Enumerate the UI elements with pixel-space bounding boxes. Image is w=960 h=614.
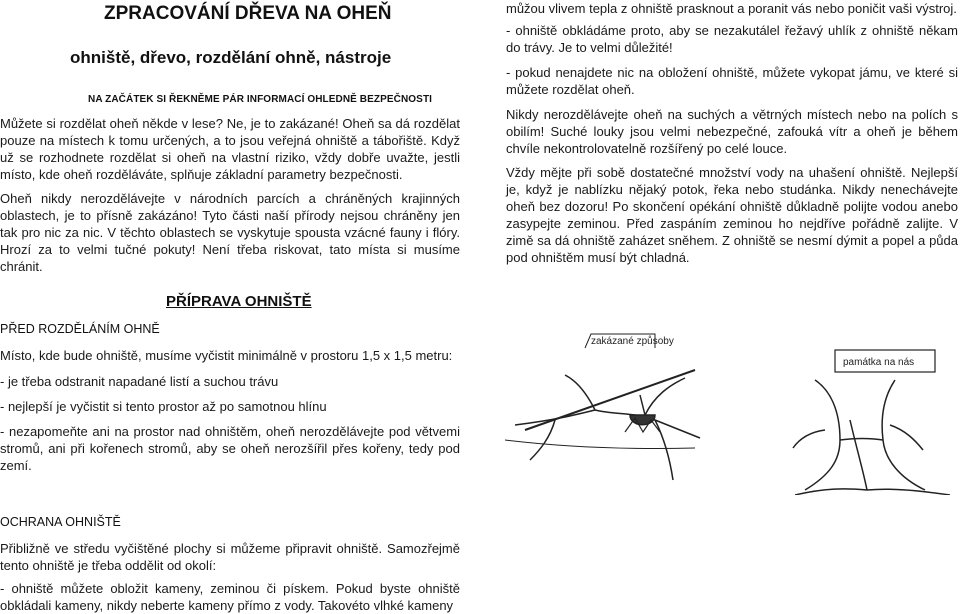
right-paragraph-2: - ohniště obkládáme proto, aby se nezakutálel řežavý uhlík z ohniště někam do trávy. Je to velmi důležité!	[506, 23, 958, 55]
right-paragraph-5: Vždy mějte při sobě dostatečné množství vody na uhašení ohniště. Nejlepší je, když je nablízku nějaký potok, řeka nebo studánka. Nikdy nenechávejte oheň bez dozoru! Po skončení opékání ohniště důkladně polijte vodou anebo zasypejte zeminou. Před zaspáním zeminou ho nejdříve pořádně zalijte. V zimě sa dá ohniště zaházet sněhem. Z ohniště se nesmí dýmit a popel a půda pod ohništěm musí být chladná.	[506, 165, 958, 265]
right-paragraph-4: Nikdy nerozdělávejte oheň na suchých a větrných místech nebo na polích s obilím! Suché louky jsou velmi nebezpečné, zafouká vítr a oheň je během chvíle nekontrolovatelně rozšířený po celé louce.	[506, 107, 958, 156]
illustration-label-left: zakázané způsoby	[591, 336, 674, 347]
protect-heading: OCHRANA OHNIŠTĚ	[0, 515, 121, 529]
before-paragraph-1: Místo, kde bude ohniště, musíme vyčistit minimálně v prostoru 1,5 x 1,5 metru:	[0, 348, 453, 363]
before-paragraph-3: - nejlepší je vyčistit si tento prostor až po samotnou hlínu	[0, 399, 327, 414]
left-paragraph-2: Oheň nikdy nerozdělávejte v národních parcích a chráněných krajinných oblastech, je to přísně zakázáno! Tyto části naší přírody nejsou chráněny jen tak pro nic za nic. V těchto oblastech se vyskytuje spousta vzácné fauny i flóry. Hrozí za to velmi tučné pokuty! Není třeba riskovat, tato místa si musíme chránit.	[0, 191, 460, 274]
campfire-illustration	[495, 320, 957, 495]
section-title: PŘÍPRAVA OHNIŠTĚ	[166, 293, 312, 310]
before-paragraph-4: - nezapomeňte ani na prostor nad ohništěm, oheň nerozdělávejte pod větvemi stromů, ani při kořenech stromů, aby se oheň nerozšířil přes kořeny, tedy pod zemí.	[0, 424, 460, 473]
protect-paragraph-2: - ohniště můžete obložit kameny, zeminou či pískem. Pokud byste ohniště obkládali kameny, nikdy neberte kameny přímo z vody. Takovéto vlhké kameny	[0, 581, 460, 613]
before-heading: PŘED ROZDĚLÁNÍM OHNĚ	[0, 322, 160, 336]
intro-heading: NA ZAČÁTEK SI ŘEKNĚME PÁR INFORMACÍ OHLEDNĚ BEZPEČNOSTI	[88, 94, 433, 105]
right-paragraph-1: můžou vlivem tepla z ohniště prasknout a poranit vás nebo poničit vaši výstroj.	[506, 1, 957, 16]
document-subtitle: ohniště, dřevo, rozdělání ohně, nástroje	[70, 48, 392, 67]
illustration-label-right: památka na nás	[843, 357, 915, 368]
protect-paragraph-1: Přibližně ve středu vyčištěné plochy si můžeme připravit ohniště. Samozřejmě tento ohniště je třeba oddělit od okolí:	[0, 541, 460, 573]
before-paragraph-2: - je třeba odstranit napadané listí a suchou trávu	[0, 374, 279, 389]
right-paragraph-3: - pokud nenajdete nic na obložení ohniště, můžete vykopat jámu, ve které si můžete rozdělat oheň.	[506, 65, 958, 97]
left-paragraph-1: Můžete si rozdělat oheň někde v lese? Ne, je to zakázané! Oheň sa dá rozdělat pouze na místech k tomu určených, a to jsou veřejná ohniště a tábořiště. Když už se rozhodnete rozdělat si oheň na vlastní riziko, vždy dobře uvažte, jestli místo, kde oheň rozděláváte, splňuje základní parametry bezpečnosti.	[0, 116, 460, 182]
memorial-tree-drawing	[793, 380, 950, 495]
forbidden-methods-drawing	[505, 370, 700, 480]
document-title: ZPRACOVÁNÍ DŘEVA NA OHEŇ	[104, 3, 392, 24]
